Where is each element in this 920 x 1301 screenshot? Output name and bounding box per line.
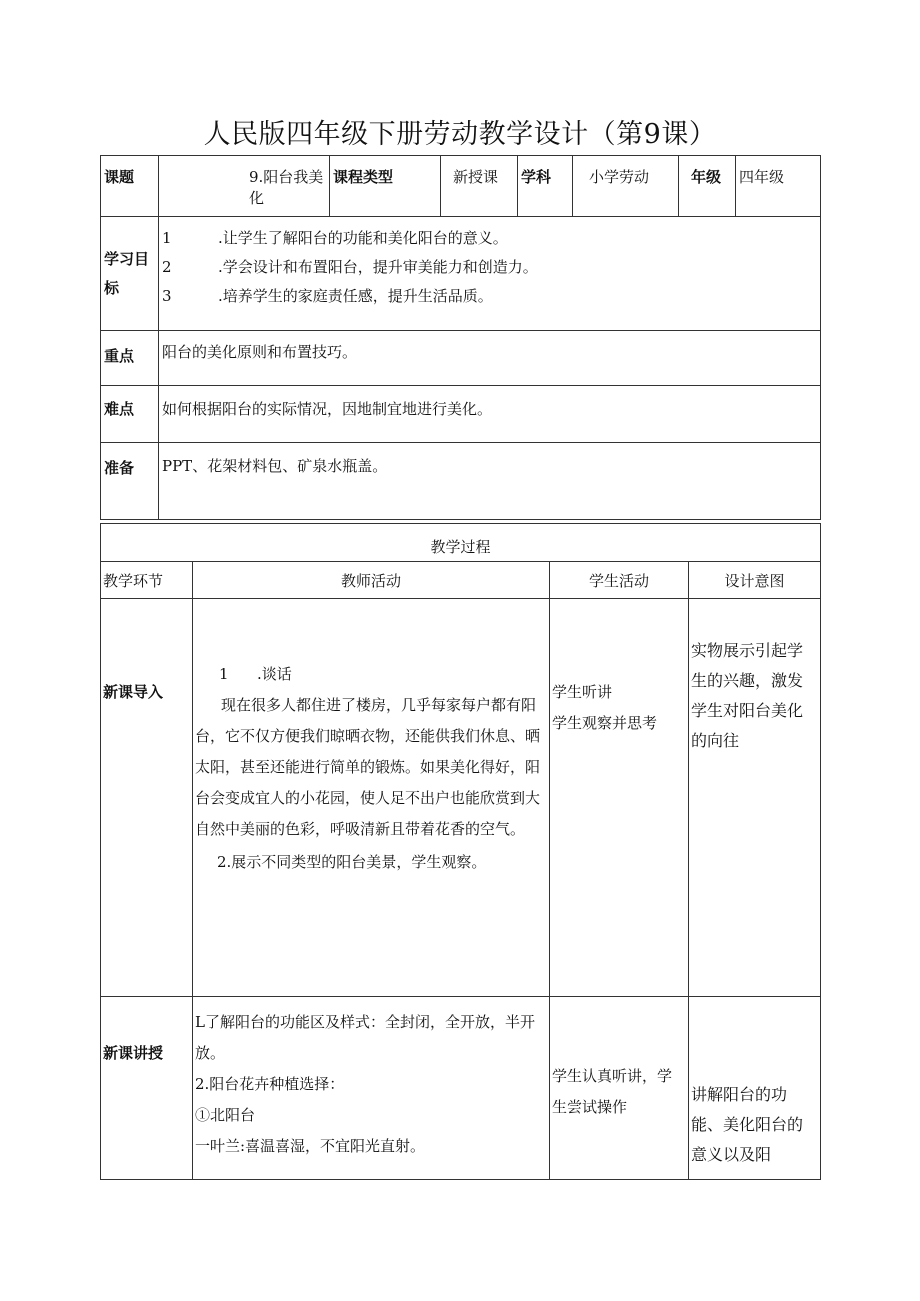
info-row-objectives [101,217,821,331]
objectives-list [159,217,821,331]
teacher-activity-intro [193,599,550,997]
subject-label: 学科 [518,156,573,217]
info-row-prep [101,443,821,520]
process-header: 教学过程 [101,524,821,562]
intent-intro: 实物展示引起学生的兴趣，激发学生对阳台美化的向往 [689,599,821,997]
process-header-row [101,524,821,562]
topic-value: 9.阳台我美化 [159,156,330,217]
col-teacher: 教师活动 [193,562,550,599]
stage-lecture: 新课讲授 [101,997,193,1180]
process-columns-row [101,562,821,599]
teaching-process-table [100,523,821,1180]
prep-value: PPT、花架材料包、矿泉水瓶盖。 [159,443,821,520]
stage-intro: 新课导入 [101,599,193,997]
process-row-lecture [101,997,821,1180]
page-title: 人民版四年级下册劳动教学设计（第9课） [203,119,717,150]
grade-value: 四年级 [736,156,821,217]
student-activity-intro: 学生听讲 学生观察并思考 [550,599,689,997]
key-value: 阳台的美化原则和布置技巧。 [159,331,821,386]
difficulty-label: 难点 [101,386,159,443]
intro-item1: 1 .谈话 [219,665,292,683]
col-stage: 教学环节 [101,562,193,599]
process-row-intro [101,599,821,997]
prep-label: 准备 [101,443,159,520]
course-type-label: 课程类型 [330,156,441,217]
key-label: 重点 [101,331,159,386]
objectives-label: 学习目标 [101,217,159,331]
student-activity-lecture: 学生认真听讲，学生尝试操作 [550,997,689,1180]
lesson-info-table [100,155,821,520]
col-student: 学生活动 [550,562,689,599]
objective-item: 1 .让学生了解阳台的功能和美化阳台的意义。 [162,229,508,247]
info-row-key [101,331,821,386]
teacher-activity-lecture: L了解阳台的功能区及样式：全封闭，全开放，半开放。 2.阳台花卉种植选择： ①北阳台 一叶兰:喜温喜湿，不宜阳光直射。 [193,997,550,1180]
intro-item2: 2.展示不同类型的阳台美景，学生观察。 [217,853,487,871]
objective-item: 3 .培养学生的家庭责任感，提升生活品质。 [162,287,493,305]
grade-label: 年级 [679,156,736,217]
subject-value: 小学劳动 [573,156,679,217]
info-row-difficulty [101,386,821,443]
col-intent: 设计意图 [689,562,821,599]
course-type-value: 新授课 [441,156,518,217]
intro-paragraph: 现在很多人都住进了楼房，几乎每家每户都有阳台，它不仅方便我们晾晒衣物，还能供我们休息、晒太阳，甚至还能进行简单的锻炼。如果美化得好，阳台会变成宜人的小花园，使人足不出户也能欣赏到大自然中美丽的色彩，呼吸清新且带着花香的空气。 [195,696,541,838]
info-row-topic [101,156,821,217]
difficulty-value: 如何根据阳台的实际情况，因地制宜地进行美化。 [159,386,821,443]
objective-item: 2 .学会设计和布置阳台，提升审美能力和创造力。 [162,258,538,276]
topic-label: 课题 [101,156,159,217]
intent-lecture: 讲解阳台的功能、美化阳台的意义以及阳 [689,997,821,1180]
